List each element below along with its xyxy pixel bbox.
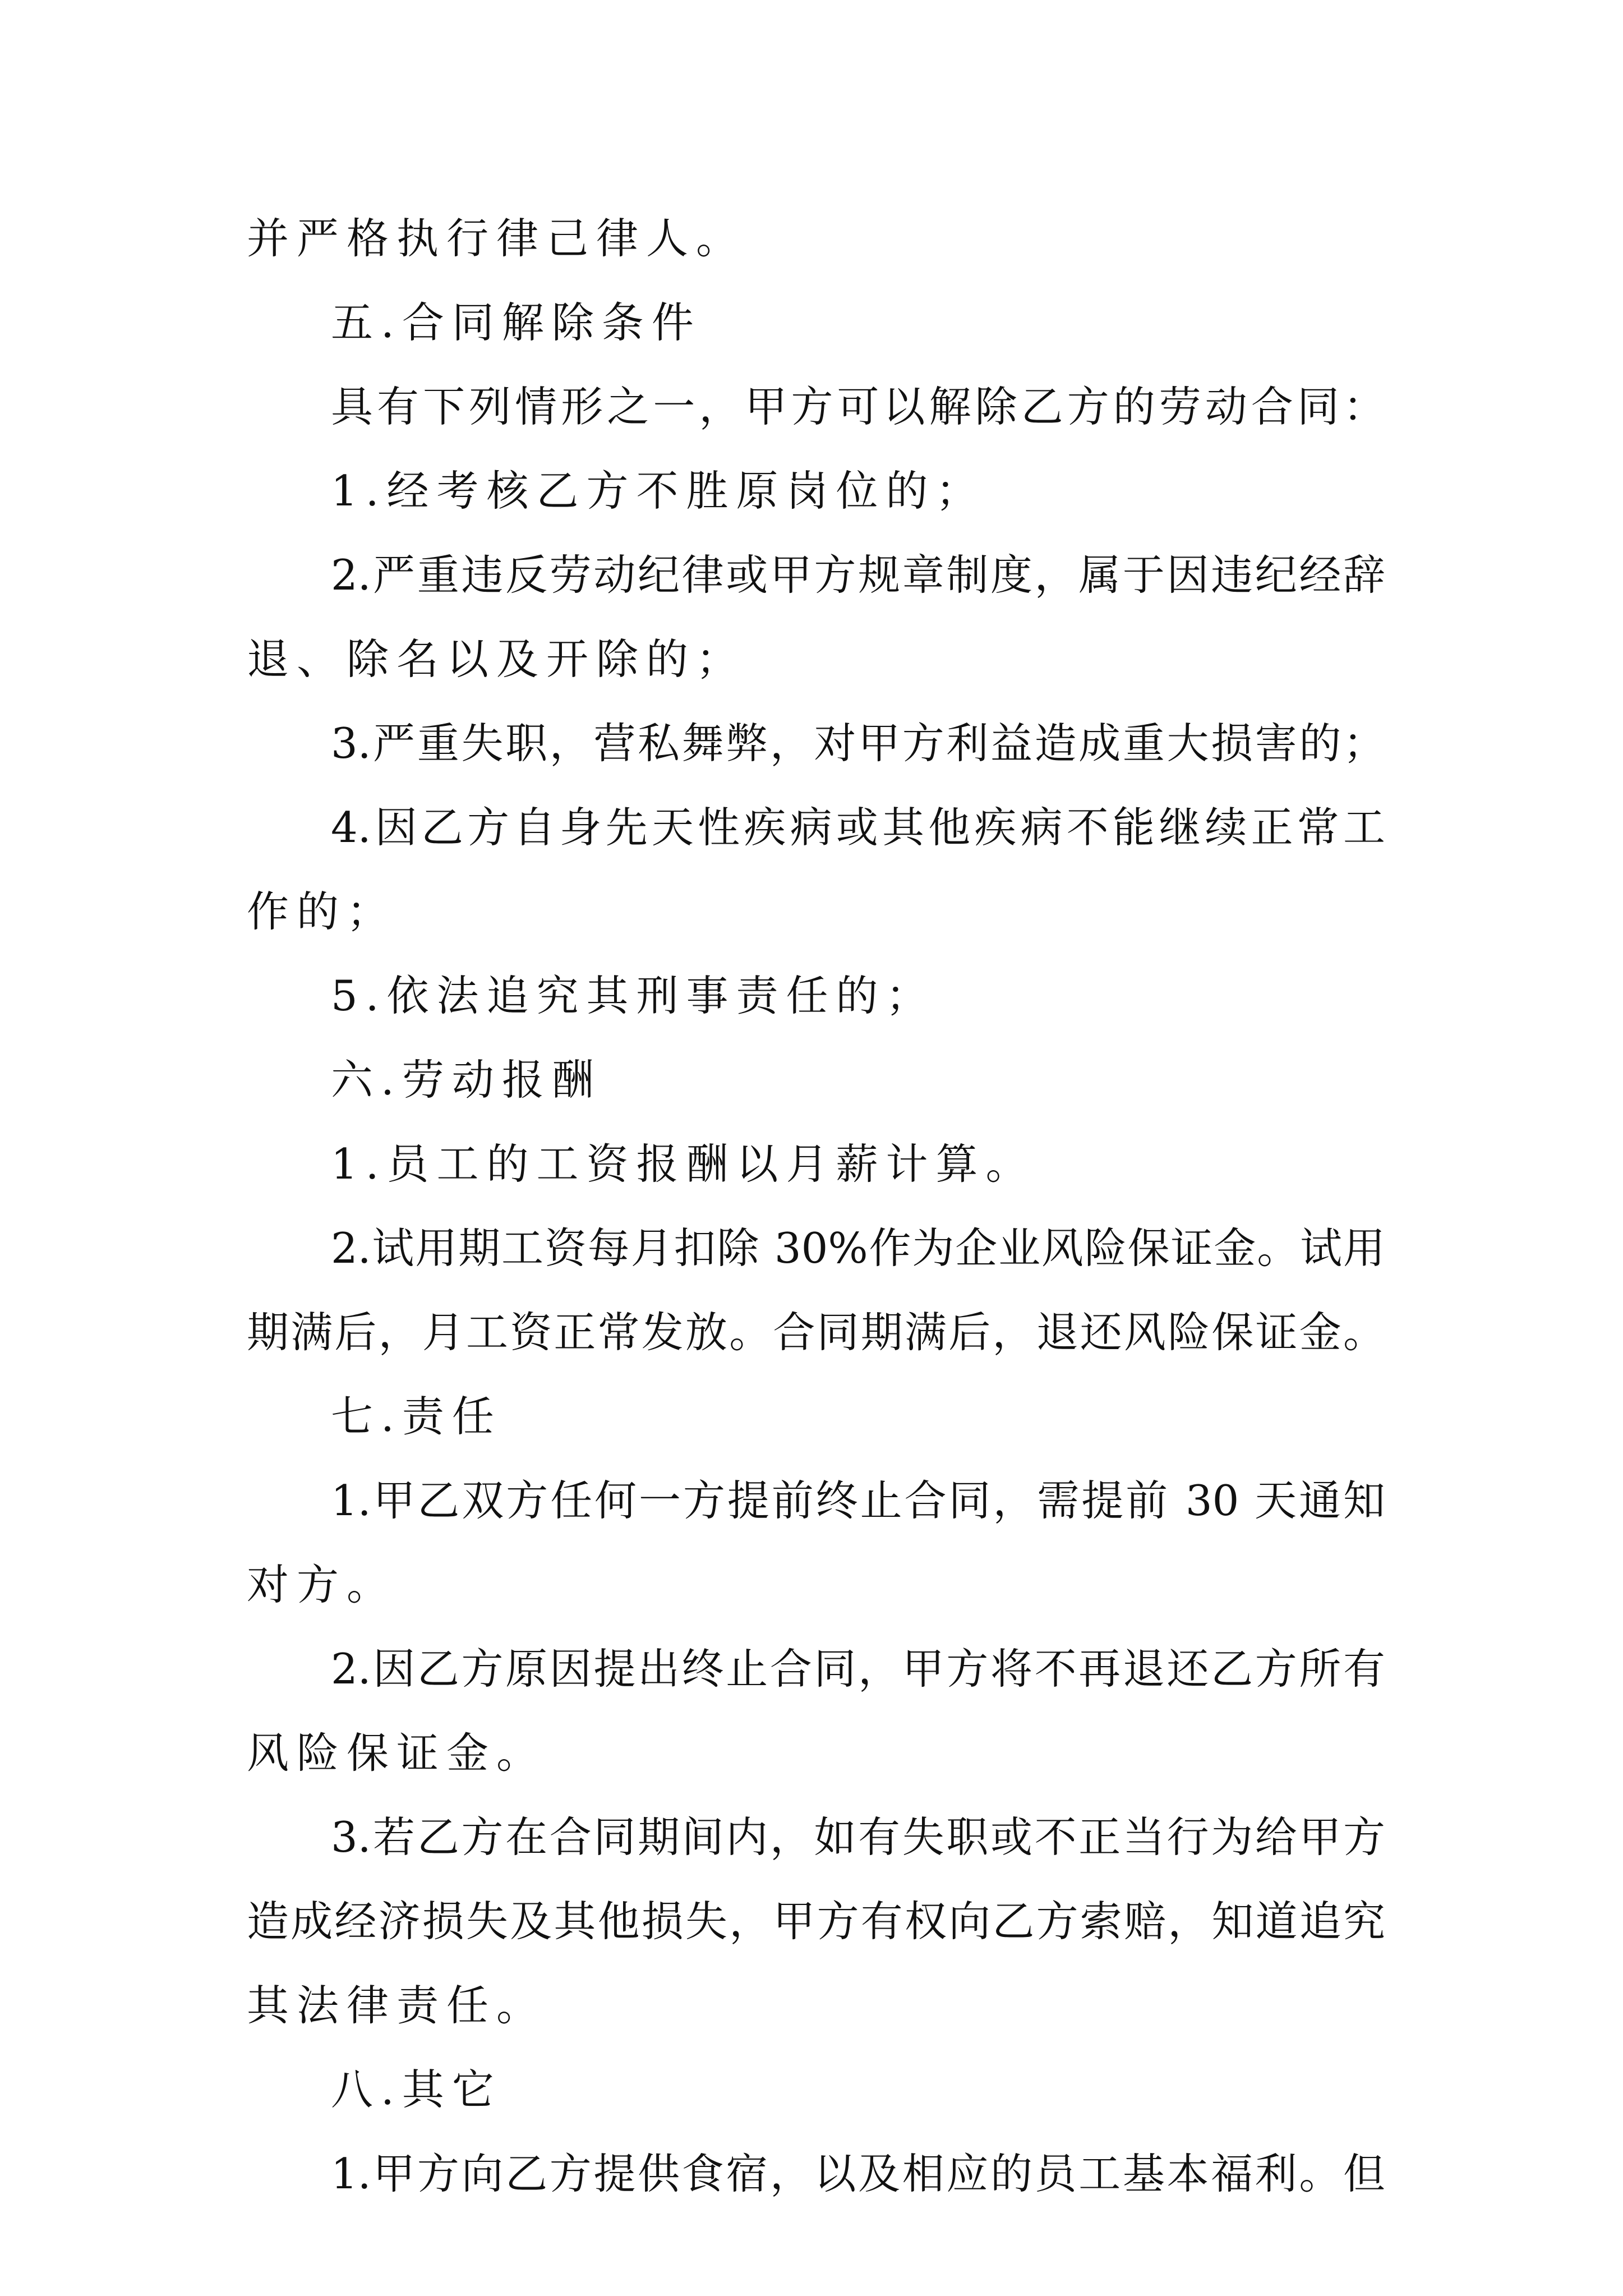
list-item: 3.若乙方在合同期间内，如有失职或不正当行为给甲方: [331, 1812, 1385, 1862]
section-heading-six: 六.劳动报酬: [331, 1055, 602, 1105]
list-item-continuation: 风险保证金。: [247, 1728, 547, 1778]
section-heading-seven: 七.责任: [331, 1392, 502, 1441]
section-heading-five: 五.合同解除条件: [331, 298, 702, 347]
paragraph-continuation: 并严格执行律己律人。: [247, 214, 746, 263]
list-item: 1.甲乙双方任何一方提前终止合同，需提前 30 天通知: [331, 1476, 1385, 1525]
section-heading-eight: 八.其它: [331, 2065, 502, 2114]
list-item: 1.员工的工资报酬以月薪计算。: [331, 1139, 1036, 1189]
list-item-continuation: 作的；: [247, 887, 397, 936]
list-item-continuation: 其法律责任。: [247, 1981, 547, 2030]
list-item: 4.因乙方自身先天性疾病或其他疾病不能继续正常工: [331, 803, 1385, 852]
list-item: 1.经考核乙方不胜原岗位的；: [331, 466, 986, 516]
list-item: 2.严重违反劳动纪律或甲方规章制度，属于因违纪经辞: [331, 550, 1385, 600]
document-body: [247, 196, 1385, 2216]
list-item-continuation: 期满后，月工资正常发放。合同期满后，退还风险保证金。: [247, 1308, 1385, 1357]
list-item-continuation: 退、除名以及开除的；: [247, 634, 746, 684]
list-item: 1.甲方向乙方提供食宿，以及相应的员工基本福利。但: [331, 2149, 1385, 2198]
list-item: 2.试用期工资每月扣除 30%作为企业风险保证金。试用: [331, 1223, 1385, 1273]
list-item: 5.依法追究其刑事责任的；: [331, 971, 936, 1020]
list-item: 3.严重失职，营私舞弊，对甲方利益造成重大损害的；: [331, 719, 1385, 768]
list-item-continuation: 造成经济损失及其他损失，甲方有权向乙方索赔，知道追究: [247, 1897, 1385, 1946]
list-item: 2.因乙方原因提出终止合同，甲方将不再退还乙方所有: [331, 1644, 1385, 1694]
paragraph-line: 具有下列情形之一，甲方可以解除乙方的劳动合同：: [331, 382, 1385, 431]
list-item-continuation: 对方。: [247, 1560, 397, 1609]
